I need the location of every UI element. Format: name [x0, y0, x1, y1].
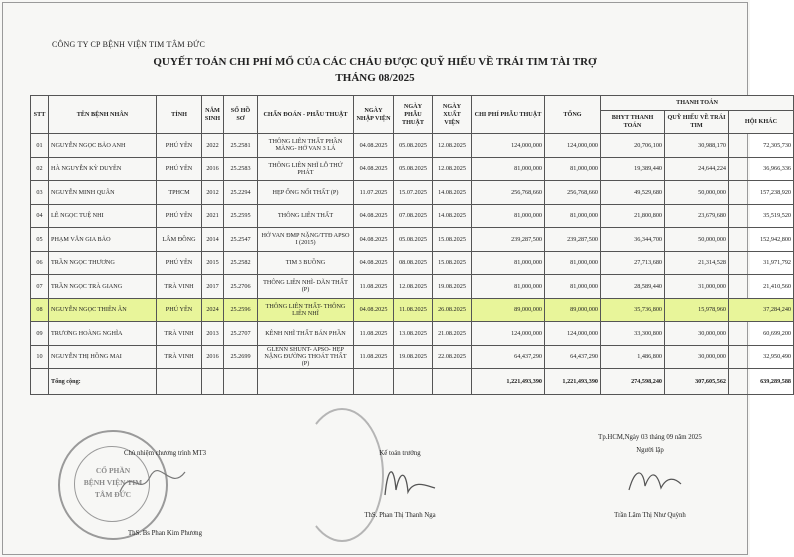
seal-text-1: CỔ PHẦN: [95, 466, 131, 475]
table-body: [31, 134, 794, 369]
cell-surgery: 13.08.2025: [394, 322, 433, 346]
cell-name: TRẦN NGỌC TRÀ GIANG: [49, 275, 157, 299]
cell-diagnosis: GLENN SHUNT- APSO- HẸP NẶNG ĐƯỜNG THOÁT THẤT (P): [258, 345, 354, 369]
table-row: [31, 298, 794, 322]
partial-seal: [300, 408, 384, 542]
left-signature: [115, 462, 195, 502]
header-fund: QUỸ HIẾU VỀ TRÁI TIM: [665, 111, 729, 134]
cell-cost: 81,000,000: [472, 157, 545, 181]
cell-admit: 04.08.2025: [354, 251, 394, 275]
cell-year: 2021: [202, 204, 224, 228]
cell-other: 21,410,560: [729, 275, 794, 299]
cell-surgery: 08.08.2025: [394, 251, 433, 275]
cell-stt: 03: [31, 181, 49, 205]
left-signer-name: ThS. Bs Phan Kim Phương: [128, 530, 202, 537]
cell-province: PHÚ YÊN: [157, 204, 202, 228]
cell-fund: 50,000,000: [665, 228, 729, 252]
signing-date: Tp.HCM,Ngày 03 tháng 09 năm 2025: [598, 434, 702, 441]
cell-discharge: 14.08.2025: [433, 204, 472, 228]
cell-bhyt: 19,389,440: [601, 157, 665, 181]
cell-name: NGUYỄN NGỌC THIÊN ÂN: [49, 298, 157, 322]
header-bhyt: BHYT THANH TOÁN: [601, 111, 665, 134]
cell-total: 64,437,290: [545, 345, 601, 369]
header-year: NĂM SINH: [202, 96, 224, 134]
table-row: [31, 322, 794, 346]
header-payment: THANH TOÁN: [601, 96, 794, 111]
cell-total: 124,000,000: [545, 322, 601, 346]
cell-admit: 11.08.2025: [354, 322, 394, 346]
seal-text-3: TÂM ĐỨC: [94, 490, 132, 499]
totals-cost: 1,221,493,390: [472, 369, 545, 395]
cell-stt: 07: [31, 275, 49, 299]
seal-text-2: BỆNH VIỆN TIM: [83, 478, 143, 487]
cell-admit: 11.08.2025: [354, 275, 394, 299]
cell-admit: 04.08.2025: [354, 298, 394, 322]
cell-stt: 02: [31, 157, 49, 181]
cell-total: 239,287,500: [545, 228, 601, 252]
cell-name: TRẦN NGỌC THƯƠNG: [49, 251, 157, 275]
cell-bhyt: 1,486,800: [601, 345, 665, 369]
header-discharge: NGÀY XUẤT VIỆN: [433, 96, 472, 134]
table-row: [31, 181, 794, 205]
cell-bhyt: 35,736,800: [601, 298, 665, 322]
cell-admit: 04.08.2025: [354, 157, 394, 181]
header-cost: CHI PHÍ PHẪU THUẬT: [472, 96, 545, 134]
cell-name: NGUYỄN NGỌC BẢO ANH: [49, 134, 157, 158]
cell-other: 35,519,520: [729, 204, 794, 228]
cell-cost: 239,287,500: [472, 228, 545, 252]
cell-other: 36,966,336: [729, 157, 794, 181]
cell-other: 72,305,730: [729, 134, 794, 158]
cell-bhyt: 36,344,700: [601, 228, 665, 252]
cell-admit: 04.08.2025: [354, 228, 394, 252]
header-province: TỈNH: [157, 96, 202, 134]
totals-row: [31, 369, 794, 395]
cell-surgery: 05.08.2025: [394, 228, 433, 252]
cell-stt: 08: [31, 298, 49, 322]
cell-discharge: 19.08.2025: [433, 275, 472, 299]
cell-admit: 04.08.2025: [354, 204, 394, 228]
cell-other: 60,699,200: [729, 322, 794, 346]
cell-province: TRÀ VINH: [157, 345, 202, 369]
cell-bhyt: 27,713,680: [601, 251, 665, 275]
cell-fund: 30,988,170: [665, 134, 729, 158]
cell-year: 2015: [202, 251, 224, 275]
cell-bhyt: 28,589,440: [601, 275, 665, 299]
cell-province: TRÀ VINH: [157, 322, 202, 346]
cell-file: 25.2596: [224, 298, 258, 322]
cell-total: 81,000,000: [545, 204, 601, 228]
table-row: [31, 157, 794, 181]
cell-surgery: 12.08.2025: [394, 275, 433, 299]
mid-signature: [380, 460, 440, 500]
cell-discharge: 14.08.2025: [433, 181, 472, 205]
cell-stt: 10: [31, 345, 49, 369]
cell-discharge: 22.08.2025: [433, 345, 472, 369]
totals-bhyt: 274,598,240: [601, 369, 665, 395]
cell-total: 81,000,000: [545, 275, 601, 299]
cell-other: 31,971,792: [729, 251, 794, 275]
cell-year: 2016: [202, 345, 224, 369]
cell-diagnosis: HỞ VAN ĐMP NẶNG/TTĐ APSO I (2015): [258, 228, 354, 252]
cell-name: LÊ NGỌC TUỆ NHI: [49, 204, 157, 228]
totals-total: 1,221,493,390: [545, 369, 601, 395]
cell-file: 25.2699: [224, 345, 258, 369]
left-signer-title: Chủ nhiệm chương trình MT3: [123, 450, 207, 457]
cell-cost: 64,437,290: [472, 345, 545, 369]
cell-other: 152,942,800: [729, 228, 794, 252]
cell-diagnosis: THÔNG LIÊN NHĨ LỖ THỨ PHÁT: [258, 157, 354, 181]
cell-name: NGUYỄN MINH QUÂN: [49, 181, 157, 205]
cell-discharge: 15.08.2025: [433, 228, 472, 252]
cell-discharge: 12.08.2025: [433, 157, 472, 181]
header-name: TÊN BỆNH NHÂN: [49, 96, 157, 134]
header-stt: STT: [31, 96, 49, 134]
cell-other: 37,284,240: [729, 298, 794, 322]
cell-file: 25.2706: [224, 275, 258, 299]
cell-province: LÂM ĐỒNG: [157, 228, 202, 252]
cell-fund: 23,679,680: [665, 204, 729, 228]
cell-cost: 81,000,000: [472, 204, 545, 228]
cell-cost: 124,000,000: [472, 322, 545, 346]
cell-discharge: 15.08.2025: [433, 251, 472, 275]
cell-fund: 30,000,000: [665, 322, 729, 346]
cell-diagnosis: TIM 3 BUỒNG: [258, 251, 354, 275]
table-row: [31, 228, 794, 252]
cell-diagnosis: HẸP ỐNG NỐI THẤT (P): [258, 181, 354, 205]
header-total: TỔNG: [545, 96, 601, 134]
mid-signer-title: Kế toán trưởng: [379, 450, 421, 457]
cell-admit: 11.08.2025: [354, 345, 394, 369]
cell-stt: 09: [31, 322, 49, 346]
table-row: [31, 134, 794, 158]
cell-stt: 05: [31, 228, 49, 252]
cell-total: 256,768,660: [545, 181, 601, 205]
table-row: [31, 251, 794, 275]
table-row: [31, 275, 794, 299]
cell-year: 2012: [202, 181, 224, 205]
cell-fund: 21,314,528: [665, 251, 729, 275]
cell-name: TRƯƠNG HOÀNG NGHĨA: [49, 322, 157, 346]
cell-file: 25.2294: [224, 181, 258, 205]
cell-fund: 24,644,224: [665, 157, 729, 181]
cell-diagnosis: KÊNH NHĨ THẤT BÁN PHẦN: [258, 322, 354, 346]
cell-other: 157,238,920: [729, 181, 794, 205]
cell-bhyt: 33,300,800: [601, 322, 665, 346]
header-diagnosis: CHẨN ĐOÁN - PHẪU THUẬT: [258, 96, 354, 134]
cell-name: PHẠM VĂN GIA BẢO: [49, 228, 157, 252]
cell-surgery: 19.08.2025: [394, 345, 433, 369]
document-subtitle: THÁNG 08/2025: [335, 72, 415, 84]
header-admit: NGÀY NHẬP VIỆN: [354, 96, 394, 134]
header-file: SỐ HỒ SƠ: [224, 96, 258, 134]
document-title: QUYẾT TOÁN CHI PHÍ MỔ CỦA CÁC CHÁU ĐƯỢC QUỸ HIẾU VỀ TRÁI TIM TÀI TRỢ: [153, 56, 597, 68]
cell-surgery: 11.08.2025: [394, 298, 433, 322]
cell-bhyt: 49,529,680: [601, 181, 665, 205]
cell-stt: 04: [31, 204, 49, 228]
right-signer-title: Người lập: [636, 447, 664, 454]
cell-fund: 50,000,000: [665, 181, 729, 205]
right-signature: [625, 462, 685, 498]
cell-province: PHÚ YÊN: [157, 298, 202, 322]
cell-file: 25.2595: [224, 204, 258, 228]
cell-year: 2016: [202, 157, 224, 181]
cell-name: HÀ NGUYỄN KỲ DUYÊN: [49, 157, 157, 181]
cell-bhyt: 21,800,800: [601, 204, 665, 228]
cell-file: 25.2581: [224, 134, 258, 158]
company-name: CÔNG TY CP BỆNH VIỆN TIM TÂM ĐỨC: [52, 40, 205, 49]
cell-province: TRÀ VINH: [157, 275, 202, 299]
cell-stt: 06: [31, 251, 49, 275]
cell-total: 81,000,000: [545, 251, 601, 275]
cell-stt: 01: [31, 134, 49, 158]
cell-admit: 04.08.2025: [354, 134, 394, 158]
cell-total: 124,000,000: [545, 134, 601, 158]
cell-admit: 11.07.2025: [354, 181, 394, 205]
cell-surgery: 05.08.2025: [394, 157, 433, 181]
totals-other: 639,289,588: [729, 369, 794, 395]
totals-label: Tổng cộng:: [49, 369, 157, 395]
cell-fund: 30,000,000: [665, 345, 729, 369]
cell-province: TPHCM: [157, 181, 202, 205]
cell-discharge: 26.08.2025: [433, 298, 472, 322]
cell-cost: 89,000,000: [472, 298, 545, 322]
table-row: [31, 345, 794, 369]
cell-fund: 15,978,960: [665, 298, 729, 322]
cell-discharge: 21.08.2025: [433, 322, 472, 346]
cell-surgery: 15.07.2025: [394, 181, 433, 205]
cell-total: 81,000,000: [545, 157, 601, 181]
cell-name: NGUYỄN THỊ HỒNG MAI: [49, 345, 157, 369]
cell-surgery: 07.08.2025: [394, 204, 433, 228]
cell-fund: 31,000,000: [665, 275, 729, 299]
cell-diagnosis: THÔNG LIÊN THẤT: [258, 204, 354, 228]
right-signer-name: Trần Lâm Thị Như Quỳnh: [614, 512, 686, 519]
cell-year: 2014: [202, 228, 224, 252]
cell-file: 25.2547: [224, 228, 258, 252]
cell-surgery: 05.08.2025: [394, 134, 433, 158]
cell-bhyt: 20,706,100: [601, 134, 665, 158]
totals-fund: 307,605,562: [665, 369, 729, 395]
cell-cost: 124,000,000: [472, 134, 545, 158]
cell-discharge: 12.08.2025: [433, 134, 472, 158]
cell-cost: 81,000,000: [472, 275, 545, 299]
header-surgery: NGÀY PHẪU THUẬT: [394, 96, 433, 134]
cell-diagnosis: THÔNG LIÊN THẤT PHẦN MÀNG- HỞ VAN 3 LÁ: [258, 134, 354, 158]
cell-year: 2022: [202, 134, 224, 158]
cell-diagnosis: THÔNG LIÊN THẤT- THÔNG LIÊN NHĨ: [258, 298, 354, 322]
cell-other: 32,950,490: [729, 345, 794, 369]
cell-cost: 256,768,660: [472, 181, 545, 205]
cell-total: 89,000,000: [545, 298, 601, 322]
cell-province: PHÚ YÊN: [157, 251, 202, 275]
mid-signer-name: ThS. Phan Thị Thanh Nga: [364, 512, 436, 519]
cell-cost: 81,000,000: [472, 251, 545, 275]
cell-province: PHÚ YÊN: [157, 157, 202, 181]
cell-file: 25.2707: [224, 322, 258, 346]
cell-year: 2017: [202, 275, 224, 299]
cell-province: PHÚ YÊN: [157, 134, 202, 158]
table-row: [31, 204, 794, 228]
cell-diagnosis: THÔNG LIÊN NHĨ- DÃN THẤT (P): [258, 275, 354, 299]
cell-year: 2013: [202, 322, 224, 346]
header-other: HỘI KHÁC: [729, 111, 794, 134]
cell-year: 2024: [202, 298, 224, 322]
cell-file: 25.2583: [224, 157, 258, 181]
cell-file: 25.2582: [224, 251, 258, 275]
settlement-table: [30, 95, 794, 395]
